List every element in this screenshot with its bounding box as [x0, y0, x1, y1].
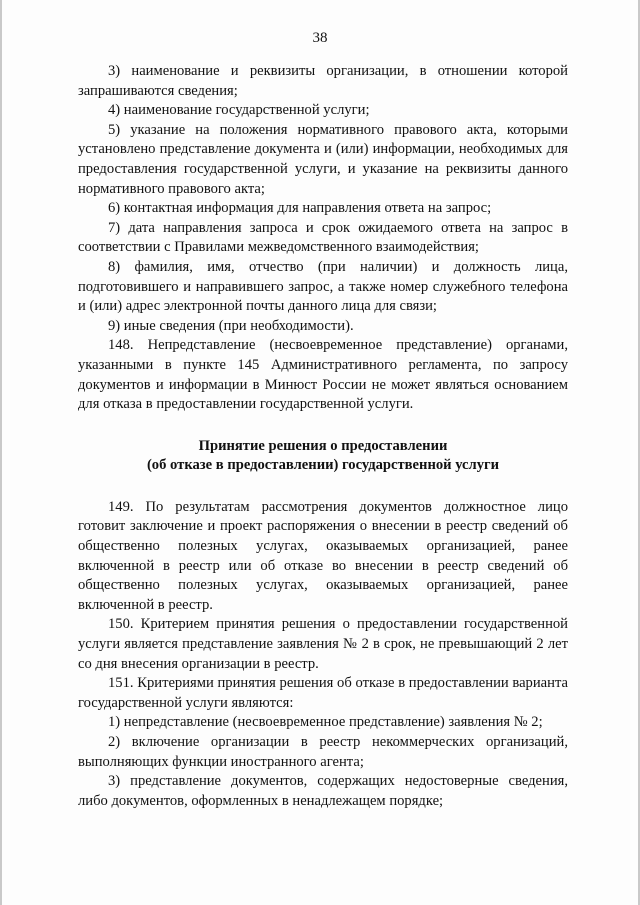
section-heading-line: Принятие решения о предоставлении	[198, 437, 448, 454]
document-body	[78, 62, 568, 811]
paragraph: 1) непредставление (несвоевременное представление) заявления № 2;	[108, 714, 543, 731]
page-number: 38	[312, 30, 328, 46]
scan-edge-left	[0, 0, 2, 905]
paragraph: 2) включение организации в реестр некоммерческих организаций, выполняющих функции иностранного агента;	[78, 734, 568, 770]
paragraph: 3) представление документов, содержащих недостоверные сведения, либо документов, оформленных в ненадлежащем порядке;	[78, 773, 568, 809]
paragraph: 151. Критериями принятия решения об отказе в предоставлении варианта государственной услуги являются:	[78, 675, 568, 711]
paragraph: 4) наименование государственной услуги;	[108, 102, 370, 119]
paragraph: 150. Критерием принятия решения о предоставлении государственной услуги является представление заявления № 2 в срок, не превышающий 2 лет со дня внесения организации в реестр.	[78, 616, 568, 672]
section-heading-line: (об отказе в предоставлении) государственной услуги	[146, 457, 500, 474]
paragraph: 8) фамилия, имя, отчество (при наличии) и должность лица, подготовившего и направившего запрос, а также номер служебного телефона и (или) адрес электронной почты данного лица для связи;	[78, 258, 568, 315]
paragraph: 5) указание на положения нормативного правового акта, которыми установлено представление документа и (или) информации, необходимых для предоставления государственной услуги, и указание на реквизиты данного нормативного правового акта;	[78, 121, 568, 197]
section-heading	[78, 437, 568, 476]
paragraph: 149. По результатам рассмотрения документов должностное лицо готовит заключение и проект распоряжения о внесении в реестр сведений об общественно полезных услугах, оказываемых организацией, ранее включенной в реестр или об отказе во внесении в реестр сведений об общественно полезных услугах, оказываемых организацией, ранее включенной в реестр.	[78, 498, 568, 613]
paragraph: 9) иные сведения (при необходимости).	[108, 317, 354, 334]
paragraph: 3) наименование и реквизиты организации, в отношении которой запрашиваются сведения;	[78, 63, 568, 99]
paragraph: 148. Непредставление (несвоевременное представление) органами, указанными в пункте 145 Административного регламента, по запросу документов и информации в Минюст России не может являться основанием для отказа в предоставлении государственной услуги.	[78, 337, 568, 413]
paragraph: 6) контактная информация для направления ответа на запрос;	[108, 200, 492, 217]
paragraph: 7) дата направления запроса и срок ожидаемого ответа на запрос в соответствии с Правилами межведомственного взаимодействия;	[78, 219, 568, 256]
